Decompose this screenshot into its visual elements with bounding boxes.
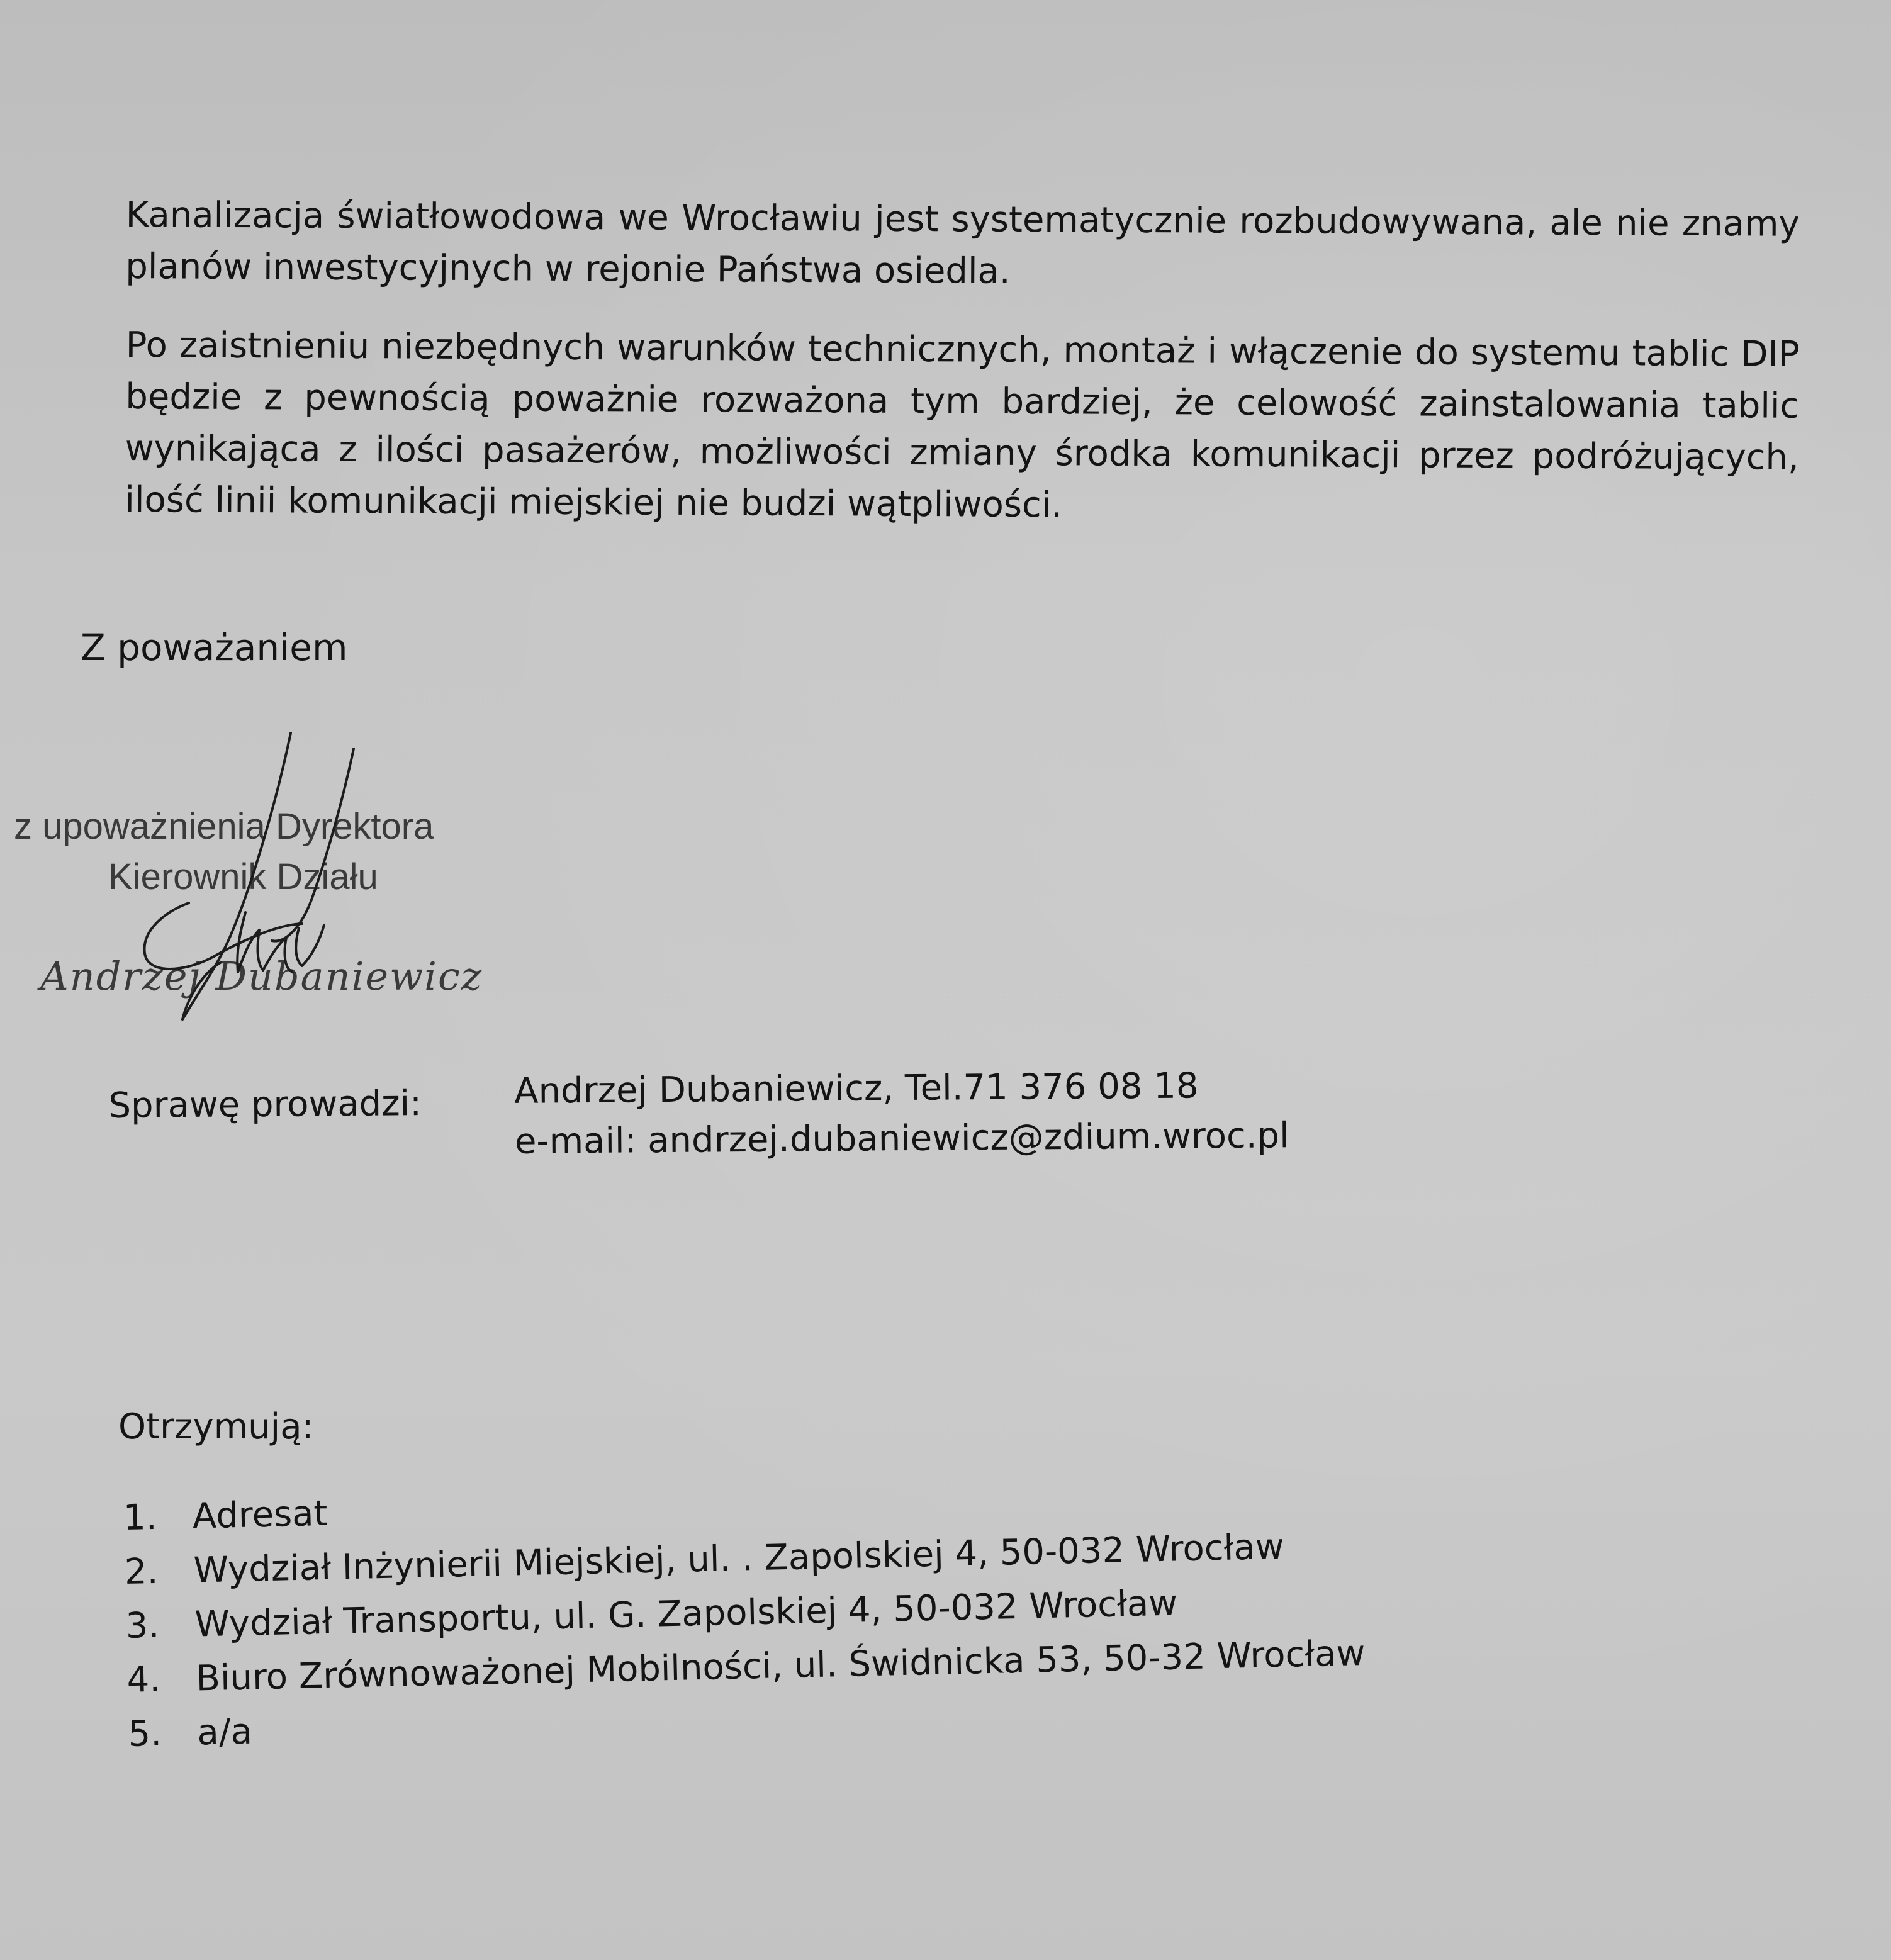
recipients-list — [123, 1461, 1513, 1762]
recipient-number: 2. — [124, 1550, 159, 1593]
recipient-number: 4. — [126, 1659, 161, 1701]
paragraph-fiber-network: Kanalizacja światłowodowa we Wrocławiu jest systematycznie rozbudowywana, ale nie znamy planów inwestycyjnych w rejonie Państwa osiedla. — [125, 194, 1800, 292]
closing-salutation: Z poważaniem — [81, 626, 348, 669]
case-handler-email: e-mail: andrzej.dubaniewicz@zdium.wroc.pl — [514, 1115, 1289, 1162]
recipients-heading: Otrzymują: — [118, 1406, 314, 1447]
case-handler-name-phone: Andrzej Dubaniewicz, Tel.71 376 08 18 — [514, 1065, 1199, 1112]
recipient-number: 5. — [127, 1713, 162, 1755]
recipient-text: Wydział Inżynierii Miejskiej, ul. . Zapolskiej 4, 50-032 Wrocław — [193, 1526, 1285, 1591]
paragraph-dip-boards: Po zaistnieniu niezbędnych warunków technicznych, montaż i włączenie do systemu tablic DIP będzie z pewnością poważnie rozważona tym bardziej, że celowość zainstalowania tablic wynikająca z ilości pasażerów, możliwości zmiany środka komunikacji przez podróżujących, ilość linii komunikacji miejskiej nie budzi wątpliwości. — [125, 324, 1800, 526]
recipient-text: Wydział Transportu, ul. G. Zapolskiej 4, 50-032 Wrocław — [194, 1582, 1178, 1645]
stamp-name: Andrzej Dubaniewicz — [40, 953, 483, 999]
recipient-text: Adresat — [192, 1492, 328, 1537]
recipient-number: 1. — [123, 1496, 158, 1538]
recipient-text: Biuro Zrównoważonej Mobilności, ul. Świdnicka 53, 50-32 Wrocław — [195, 1633, 1366, 1700]
handwritten-signature — [94, 724, 359, 1026]
recipient-text: a/a — [196, 1711, 253, 1754]
stamp-authorization-line: z upoważnienia Dyrektora — [14, 806, 434, 847]
stamp-position-line: Kierownik Działu — [108, 856, 378, 897]
case-handler-label: Sprawę prowadzi: — [108, 1083, 422, 1126]
recipient-number: 3. — [125, 1604, 160, 1647]
